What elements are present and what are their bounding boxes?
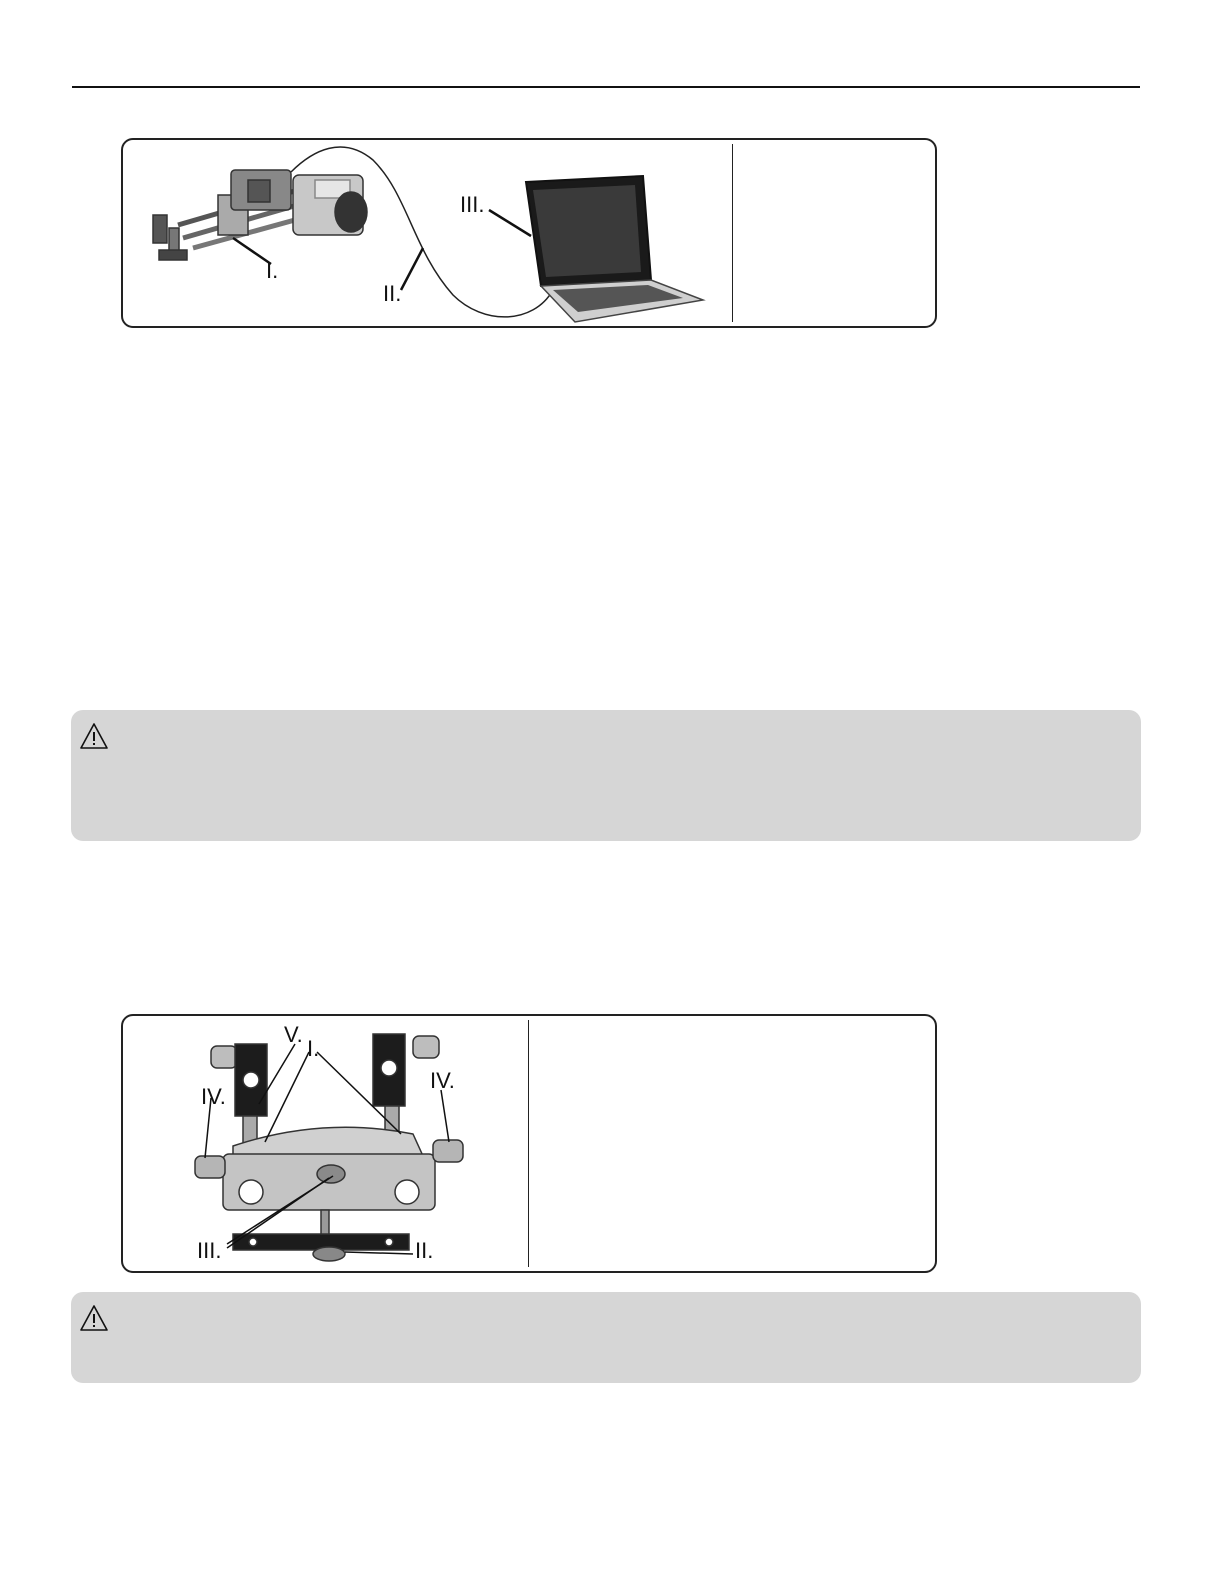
figure-rod-bracket bbox=[121, 1014, 937, 1273]
system-connection-illustration bbox=[123, 140, 939, 330]
rod-bracket-illustration bbox=[123, 1016, 939, 1275]
warning-triangle-icon bbox=[79, 722, 109, 750]
callout-label-iv-left: IV. bbox=[201, 1084, 226, 1109]
warning-triangle-icon bbox=[79, 1304, 109, 1332]
warning-notice bbox=[71, 1292, 1141, 1383]
callout-label-ii: II. bbox=[383, 281, 402, 306]
follow-focus-device-illustration bbox=[153, 170, 367, 260]
laptop-computer-illustration bbox=[526, 176, 703, 322]
callout-label-ii: II. bbox=[415, 1238, 434, 1263]
callout-label-v: V. bbox=[284, 1022, 303, 1047]
callout-label-iv-right: IV. bbox=[430, 1068, 455, 1093]
warning-notice bbox=[71, 710, 1141, 841]
callout-label-iii: III. bbox=[197, 1238, 222, 1263]
figure-system-connection bbox=[121, 138, 937, 328]
header-rule bbox=[72, 86, 1140, 88]
callout-label-i: I. bbox=[266, 258, 279, 283]
callout-label-i: I. bbox=[307, 1036, 320, 1061]
callout-label-iii: III. bbox=[460, 192, 485, 217]
